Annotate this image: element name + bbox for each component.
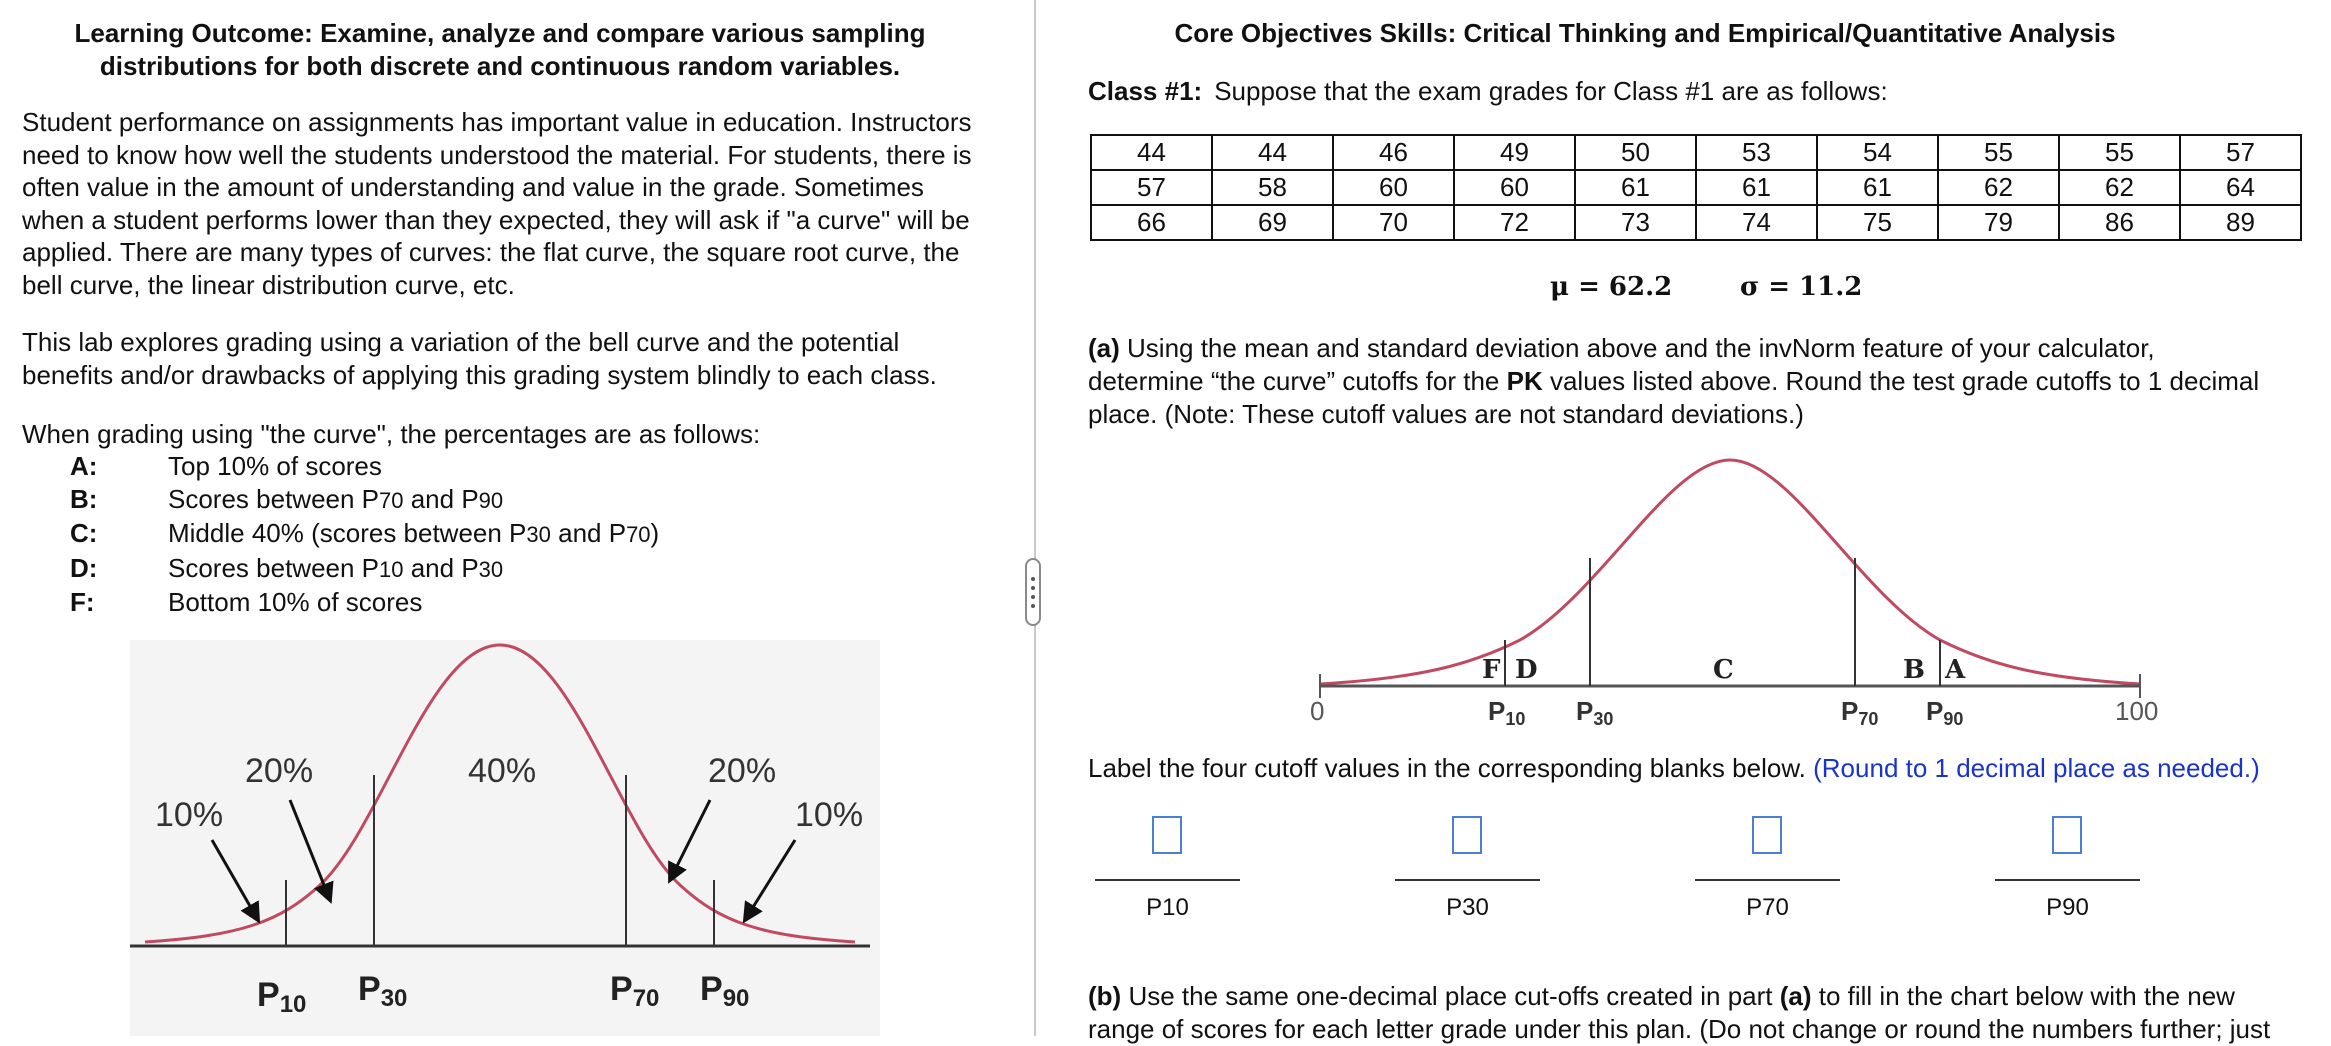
table-row [1091,205,2301,240]
answer-underline [1695,879,1840,881]
grade-cell: 62 [1938,170,2059,205]
grade-letter: B: [70,483,98,514]
bell-curve-grades-diagram [1300,440,2160,740]
p90-answer-input[interactable] [2052,816,2082,854]
grade-row-a: A: Top 10% of scores [70,451,382,481]
answer-underline [1395,879,1540,881]
label-p10: P10 [257,976,307,1018]
grade-percentages-list [70,450,659,619]
grade-cell: 61 [1696,170,1817,205]
grade-row-f: F: Bottom 10% of scores [70,587,423,617]
label-p70: P70 [1841,696,1879,729]
pane-resize-handle[interactable] [1025,558,1041,626]
grade-cell: 55 [1938,135,2059,170]
grade-cell: 44 [1091,135,1212,170]
grade-cell: 49 [1454,135,1575,170]
intro-paragraph: Student performance on assignments has important value in education. Instructors need to know how well the students understood the material. For students, there is often value in the amount of understanding and value in the grade. Sometimes when a student performs lower than they expected, they will ask if "a curve" will be applied. There are many types of curves: the flat curve, the square root curve, the bell curve, the linear distribution curve, etc. [22,107,972,300]
std-dev-value: σ = 11.2 [1740,272,1863,302]
p30-answer-input[interactable] [1452,816,1482,854]
lab-paragraph: This lab explores grading using a variation of the bell curve and the potential benefits and/or drawbacks of applying this grading system blindly to each class. [22,327,937,390]
question-b: (b) Use the same one-decimal place cut-offs created in part (a) to fill in the chart below with the new range of scores for each letter grade under this plan. (Do not change or round the numbers further; just [1088,981,2271,1044]
axis-min-label: 0 [1310,696,1325,726]
pct-left-tail: 10% [155,796,224,834]
mean-value: μ = 62.2 [1550,272,1673,302]
blank-label: P10 [1146,894,1189,921]
label-instruction: Label the four cutoff values in the corresponding blanks below. (Round to 1 decimal place as needed.) [1088,753,2260,783]
grade-letter: A: [70,451,98,481]
grade-cell: 69 [1212,205,1333,240]
label-p90: P90 [700,970,750,1012]
grade-cell: 62 [2059,170,2180,205]
grade-cell: 72 [1454,205,1575,240]
grade-cell: 50 [1575,135,1696,170]
label-p30: P30 [1576,696,1614,729]
label-p70: P70 [610,970,660,1012]
p70-answer-blank [1695,816,1840,921]
curve-intro: When grading using "the curve", the percentages are as follows: [22,419,761,449]
grade-cell: 46 [1333,135,1454,170]
grade-cell: 58 [1212,170,1333,205]
region-f: F [1482,655,1501,685]
question-a: (a) Using the mean and standard deviation above and the invNorm feature of your calculator, determine “the curve” cutoffs for the PK values listed above. Round the test grade cutoffs to 1 decimal place. (Note: These cutoff values are not standard deviations.) [1088,333,2260,429]
grade-cell: 57 [1091,170,1212,205]
label-p30: P30 [358,970,408,1012]
grade-cell: 70 [1333,205,1454,240]
axis-max-label: 100 [2115,696,2159,726]
grade-cell: 44 [1212,135,1333,170]
region-a: A [1945,655,1966,685]
pane-divider [1034,0,1036,1036]
learning-outcome-title: Learning Outcome: Examine, analyze and compare various sampling distributions for both discrete and continuous random variables. [74,18,926,81]
grade-cell: 74 [1696,205,1817,240]
grade-cell: 53 [1696,135,1817,170]
grade-row-d: D: Scores between P10 and P30 [70,552,659,587]
grade-letter: D: [70,552,98,583]
left-pane [0,0,1030,1036]
grade-cell: 89 [2180,205,2301,240]
bell-curve [1320,460,2140,684]
grade-cell: 55 [2059,135,2180,170]
class-label: Class #1: [1088,76,1203,106]
region-b: B [1903,655,1925,685]
blank-label: P90 [2046,894,2089,921]
grade-cell: 75 [1817,205,1938,240]
grade-letter: C: [70,518,98,548]
label-p90: P90 [1926,696,1964,729]
grade-cell: 61 [1817,170,1938,205]
bell-curve-percentages-diagram [130,640,880,1036]
table-row [1091,135,2301,170]
grade-cell: 60 [1454,170,1575,205]
class-intro: Class #1: Suppose that the exam grades for Class #1 are as follows: [1088,76,1888,106]
grade-cell: 61 [1575,170,1696,205]
grade-row-b: B: Scores between P70 and P90 [70,483,659,518]
exam-grades-table [1090,134,2302,241]
blank-label: P70 [1746,894,1789,921]
region-c: C [1713,655,1734,685]
grade-letter: F: [70,587,95,617]
grade-cell: 79 [1938,205,2059,240]
rounding-hint: (Round to 1 decimal place as needed.) [1813,753,2260,783]
table-row [1091,170,2301,205]
pct-right-tail: 10% [795,796,864,834]
grade-row-c: C: Middle 40% (scores between P30 and P70) [70,517,659,552]
pct-left-mid: 20% [245,752,314,790]
grade-cell: 60 [1333,170,1454,205]
grade-cell: 64 [2180,170,2301,205]
label-p10: P10 [1488,696,1526,729]
chart-background [130,640,880,1036]
pct-center: 40% [468,752,537,790]
p70-answer-input[interactable] [1752,816,1782,854]
p10-answer-input[interactable] [1152,816,1182,854]
p10-answer-blank [1095,816,1240,921]
p90-answer-blank [1995,816,2140,921]
grade-cell: 57 [2180,135,2301,170]
blank-label: P30 [1446,894,1489,921]
answer-underline [1095,879,1240,881]
grade-cell: 66 [1091,205,1212,240]
pct-right-mid: 20% [708,752,777,790]
grade-cell: 86 [2059,205,2180,240]
region-d: D [1515,655,1538,685]
answer-underline [1995,879,2140,881]
grade-cell: 54 [1817,135,1938,170]
grade-cell: 73 [1575,205,1696,240]
p30-answer-blank [1395,816,1540,921]
core-objectives-title: Core Objectives Skills: Critical Thinking and Empirical/Quantitative Analysis [1174,18,2116,48]
right-pane [1040,0,2331,1044]
